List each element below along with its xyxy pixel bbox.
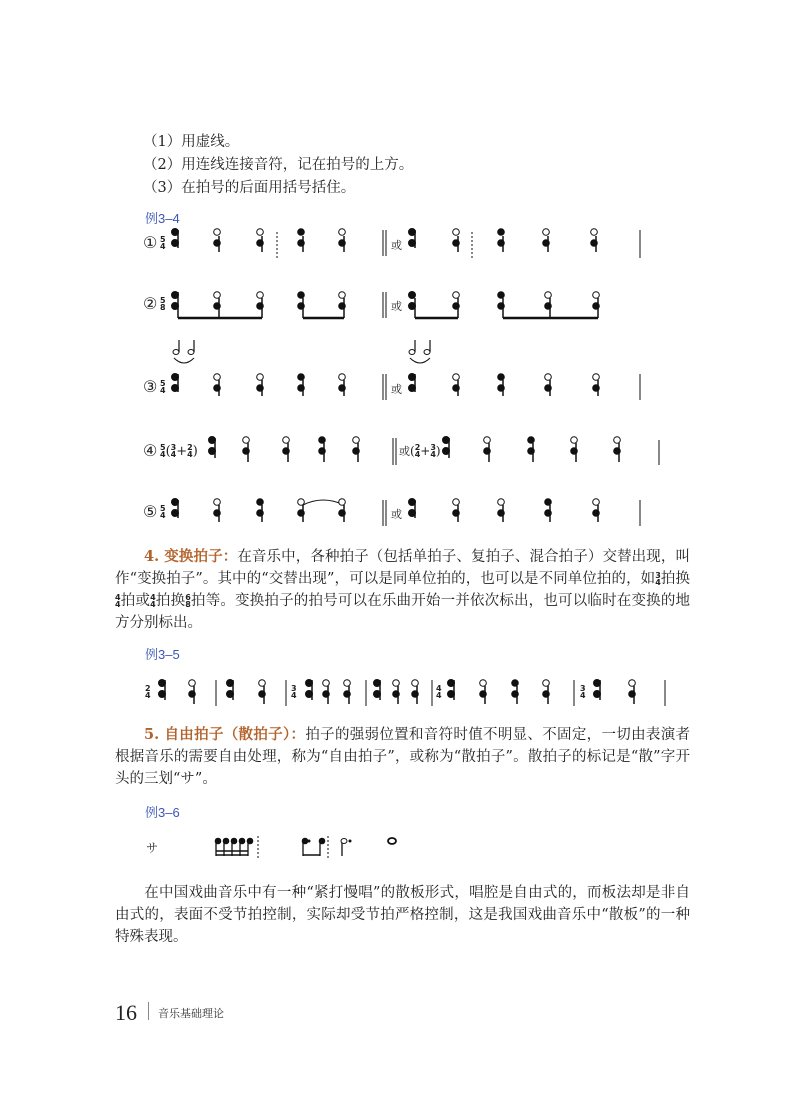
plus-sign: + bbox=[176, 443, 188, 459]
example-label-3-6: 例3–6 bbox=[145, 805, 180, 820]
section-5-paragraph: 5. 自由拍子（散拍子）：拍子的强弱位置和音符时值不明显、不固定，一切由表演者根据音乐的需要自由处理，称为“自由拍子”，或称为“散拍子”。散拍子的标记是“散”字开头的三划“サ”。 bbox=[115, 726, 691, 787]
score-ex-3-5 bbox=[159, 680, 666, 707]
list-item-2: （2）用连线连接音符，记在拍号的上方。 bbox=[143, 157, 414, 173]
score-row-3 bbox=[172, 374, 641, 401]
time-signature-row-2: 5 8 bbox=[160, 296, 166, 312]
section-5-heading: 5. 自由拍子（散拍子）： bbox=[144, 726, 306, 743]
or-text-row-2: 或 bbox=[391, 300, 402, 313]
list-item-1: （1）用虚线。 bbox=[143, 134, 240, 150]
ts-r4-a: 3 4 bbox=[170, 443, 177, 459]
section-4-heading: 4. 变换拍子： bbox=[144, 548, 238, 565]
row-number-1: ① bbox=[143, 233, 158, 252]
list-item-3: （3）在拍号的后面用括号括住。 bbox=[143, 180, 356, 196]
row-number-2: ② bbox=[143, 294, 158, 313]
time-signature-ex35-d: 3 4 bbox=[580, 684, 586, 700]
closing-paragraph: 在中国戏曲音乐中有一种“紧打慢唱”的散板形式，唱腔是自由式的，而板法却是非自由式的，表面不受节拍控制，实际却受节拍严格控制，这是我国戏曲音乐中“散板”的一种特殊表现。 bbox=[115, 885, 690, 945]
time-signature-ex35-c: 4 4 bbox=[436, 684, 442, 700]
footer-divider bbox=[148, 1002, 149, 1020]
time-signature-row-1: 5 4 bbox=[160, 235, 166, 251]
ts-r4-b: 2 4 bbox=[187, 443, 193, 459]
row-number-4: ④ bbox=[143, 441, 158, 460]
time-signature-row-4-alt: 或 ( 2 4 + 3 4 ) bbox=[399, 443, 441, 459]
or-text-row-5: 或 bbox=[391, 508, 402, 521]
score-row-2 bbox=[172, 292, 600, 319]
or-text-row-3: 或 bbox=[391, 383, 402, 396]
time-signature-ex35-b: 3 4 bbox=[291, 684, 297, 700]
score-row-1 bbox=[172, 229, 641, 259]
paren-close: ) bbox=[192, 443, 198, 459]
score-ex-3-6 bbox=[215, 836, 396, 858]
book-title: 音乐基础理论 bbox=[158, 1008, 224, 1020]
ts-r4-main: 5 4 bbox=[160, 443, 166, 459]
score-row-5 bbox=[172, 499, 641, 527]
san-mark: サ bbox=[146, 841, 159, 855]
time-signature-row-5: 5 4 bbox=[160, 504, 166, 520]
paren-open: ( bbox=[165, 443, 171, 459]
section-4-paragraph: 4. 变换拍子：在音乐中，各种拍子（包括单拍子、复拍子、混合拍子）交替出现，叫作“变换拍子”。其中的“交替出现”，可以是同单位拍的，也可以是不同单位拍的，如 3 4 拍换 4 4 拍或 4 4 拍换 6 8 拍等。变换拍子的拍号可以在乐曲开始一并依次标出，也可以临时在变换的地方分别标出。 bbox=[115, 548, 691, 631]
example-label-3-4: 例3–4 bbox=[145, 211, 180, 226]
row-number-5: ⑤ bbox=[143, 502, 158, 521]
example-label-3-5: 例3–5 bbox=[145, 647, 180, 662]
tie-marks bbox=[173, 340, 430, 363]
time-signature-row-3: 5 4 bbox=[160, 379, 166, 395]
or-text-row-1: 或 bbox=[391, 239, 402, 252]
row-number-3: ③ bbox=[143, 377, 158, 396]
page-number: 16 bbox=[115, 1000, 137, 1025]
time-signature-ex35-a: 2 4 bbox=[145, 684, 151, 700]
time-signature-row-4 bbox=[160, 441, 198, 461]
